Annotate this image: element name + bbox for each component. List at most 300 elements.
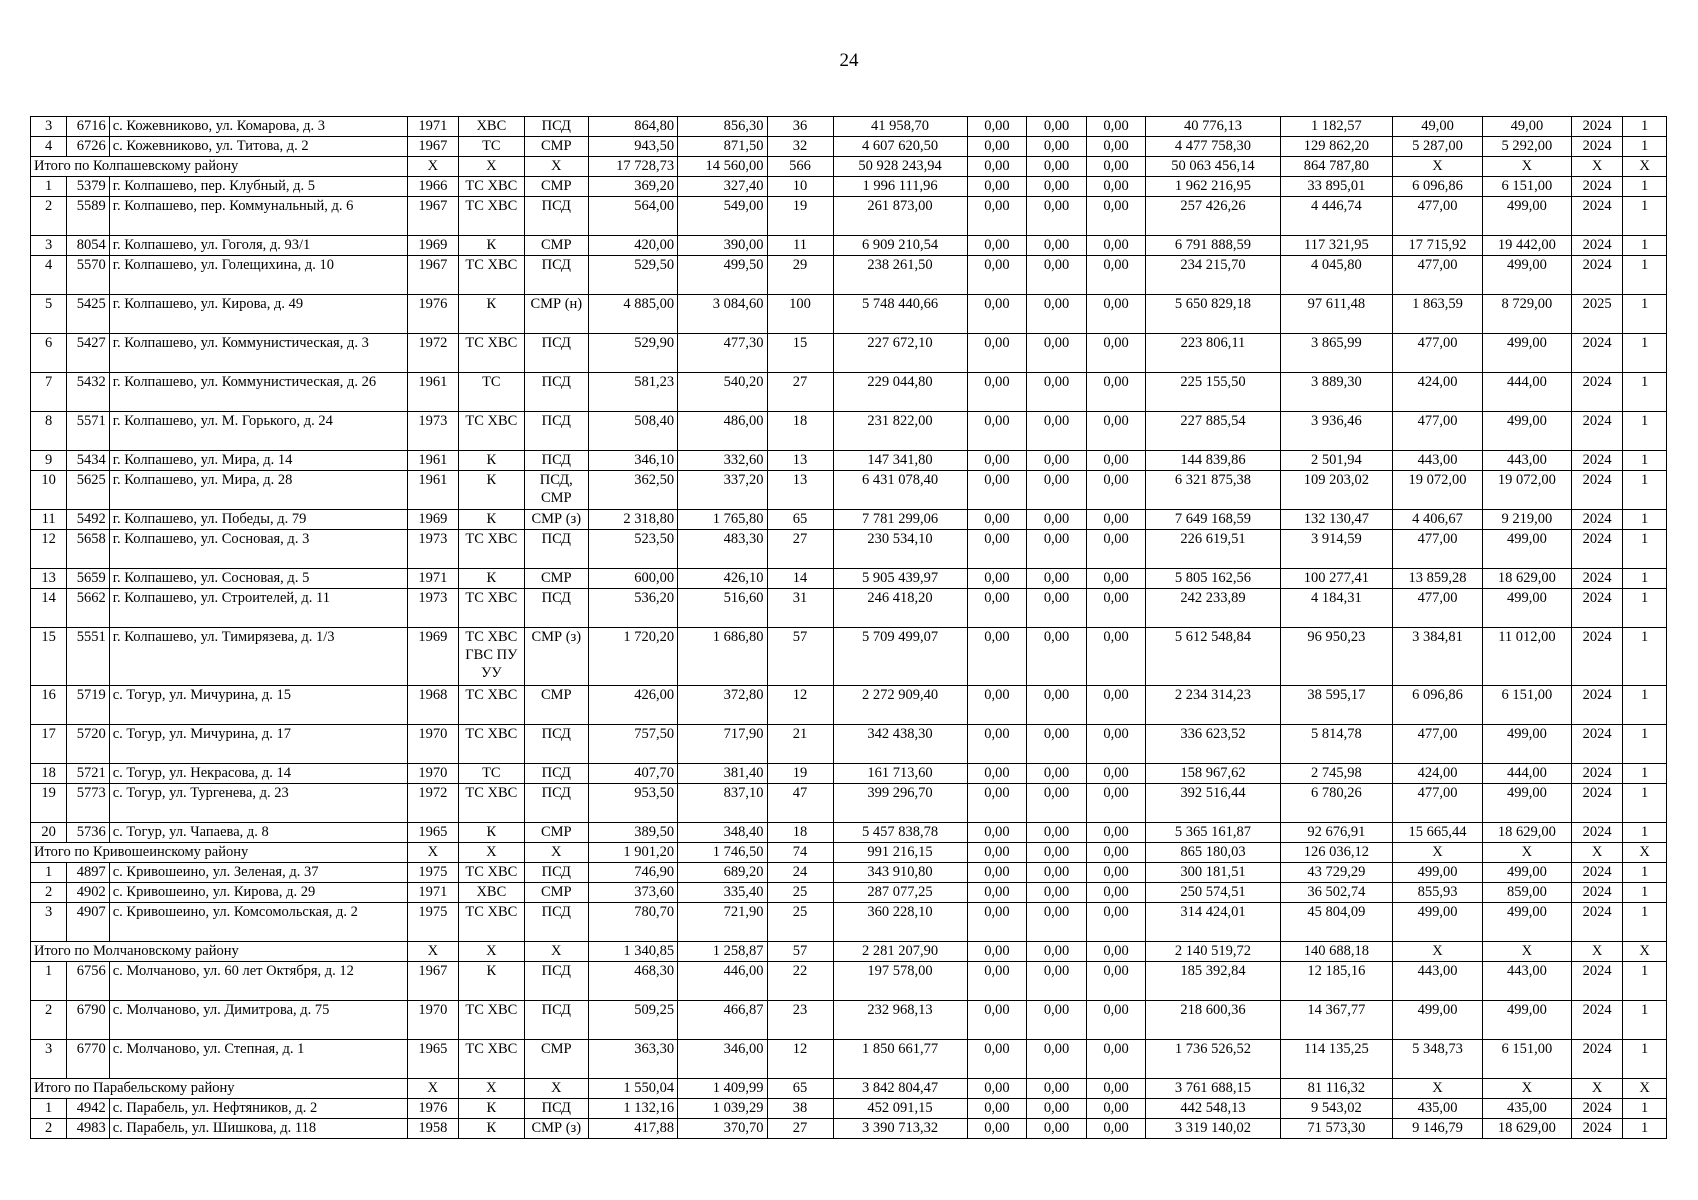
cell-residents: 14 <box>767 569 833 589</box>
table-row <box>31 451 1667 471</box>
cell-total-cost: 6 909 210,54 <box>833 236 967 256</box>
cell-address: с. Парабель, ул. Шишкова, д. 118 <box>109 1119 407 1139</box>
cell-living-area: 3 084,60 <box>678 295 767 334</box>
cell-work-stage: ПСД <box>524 903 588 942</box>
cell-max-unit-cost: X <box>1482 942 1571 962</box>
cell-flag: 1 <box>1623 1001 1667 1040</box>
cell-total-cost: 3 842 804,47 <box>833 1079 967 1099</box>
cell-year: 2024 <box>1572 373 1623 412</box>
cell-work-type: X <box>458 157 524 177</box>
cell-living-area: 335,40 <box>678 883 767 903</box>
cell-cost-regional: 0,00 <box>1027 256 1087 295</box>
cell-cost-federal: 0,00 <box>967 236 1027 256</box>
cell-row-number: 4 <box>31 256 67 295</box>
cell-row-number: 3 <box>31 1040 67 1079</box>
cell-total-area: 2 318,80 <box>588 510 677 530</box>
cell-row-number: 16 <box>31 686 67 725</box>
cell-max-unit-cost: 19 442,00 <box>1482 236 1571 256</box>
cell-cost-owners: 109 203,02 <box>1280 471 1393 510</box>
cell-unit-cost: 477,00 <box>1393 197 1482 236</box>
cell-cost-fund: 300 181,51 <box>1146 863 1280 883</box>
cell-cost-owners: 126 036,12 <box>1280 843 1393 863</box>
table-row <box>31 1099 1667 1119</box>
cell-cost-local: 0,00 <box>1086 589 1146 628</box>
cell-cost-owners: 4 446,74 <box>1280 197 1393 236</box>
cell-address: с. Тогур, ул. Тургенева, д. 23 <box>109 784 407 823</box>
cell-work-stage: ПСД <box>524 334 588 373</box>
cell-living-area: 486,00 <box>678 412 767 451</box>
cell-residents: 15 <box>767 334 833 373</box>
cell-living-area: 1 765,80 <box>678 510 767 530</box>
cell-work-type: ТС ХВС <box>458 725 524 764</box>
cell-build-year: 1970 <box>407 725 458 764</box>
cell-total-cost: 399 296,70 <box>833 784 967 823</box>
cell-build-year: 1967 <box>407 197 458 236</box>
cell-build-year: 1976 <box>407 1099 458 1119</box>
table-row <box>31 784 1667 823</box>
cell-work-type: ТС ХВС <box>458 1001 524 1040</box>
cell-cost-local: 0,00 <box>1086 942 1146 962</box>
cell-year: 2024 <box>1572 863 1623 883</box>
cell-cost-owners: 45 804,09 <box>1280 903 1393 942</box>
cell-unit-cost: 1 863,59 <box>1393 295 1482 334</box>
table-row <box>31 883 1667 903</box>
cell-total-cost: 5 457 838,78 <box>833 823 967 843</box>
cell-work-type: ТС <box>458 137 524 157</box>
cell-total-area: 373,60 <box>588 883 677 903</box>
cell-address: г. Колпашево, ул. Тимирязева, д. 1/3 <box>109 628 407 686</box>
cell-cost-fund: 227 885,54 <box>1146 412 1280 451</box>
cell-year: 2024 <box>1572 510 1623 530</box>
cell-unit-cost: 477,00 <box>1393 725 1482 764</box>
cell-build-year: 1970 <box>407 1001 458 1040</box>
cell-flag: 1 <box>1623 1119 1667 1139</box>
cell-work-stage: СМР <box>524 236 588 256</box>
cell-residents: 21 <box>767 725 833 764</box>
cell-total-area: 529,50 <box>588 256 677 295</box>
cell-cost-federal: 0,00 <box>967 569 1027 589</box>
cell-work-type: X <box>458 942 524 962</box>
cell-cost-regional: 0,00 <box>1027 1040 1087 1079</box>
cell-unit-cost: 443,00 <box>1393 962 1482 1001</box>
cell-living-area: 1 039,29 <box>678 1099 767 1119</box>
cell-residents: 65 <box>767 1079 833 1099</box>
cell-total-cost: 5 748 440,66 <box>833 295 967 334</box>
cell-cost-regional: 0,00 <box>1027 1119 1087 1139</box>
cell-total-cost: 161 713,60 <box>833 764 967 784</box>
cell-house-id: 4907 <box>67 903 110 942</box>
cell-cost-local: 0,00 <box>1086 1119 1146 1139</box>
cell-work-stage: ПСД <box>524 530 588 569</box>
cell-total-area: 757,50 <box>588 725 677 764</box>
cell-build-year: 1971 <box>407 117 458 137</box>
cell-work-stage: СМР (з) <box>524 628 588 686</box>
cell-cost-local: 0,00 <box>1086 197 1146 236</box>
cell-max-unit-cost: 499,00 <box>1482 197 1571 236</box>
cell-residents: 36 <box>767 117 833 137</box>
cell-total-cost: 197 578,00 <box>833 962 967 1001</box>
cell-max-unit-cost: 9 219,00 <box>1482 510 1571 530</box>
cell-work-stage: ПСД, СМР <box>524 471 588 510</box>
cell-living-area: 381,40 <box>678 764 767 784</box>
cell-row-number: 13 <box>31 569 67 589</box>
cell-cost-owners: 38 595,17 <box>1280 686 1393 725</box>
cell-total-area: 417,88 <box>588 1119 677 1139</box>
table-row <box>31 412 1667 451</box>
cell-total-cost: 41 958,70 <box>833 117 967 137</box>
cell-residents: 13 <box>767 451 833 471</box>
cell-house-id: 5425 <box>67 295 110 334</box>
cell-total-cost: 4 607 620,50 <box>833 137 967 157</box>
cell-flag: 1 <box>1623 1099 1667 1119</box>
cell-flag: 1 <box>1623 569 1667 589</box>
cell-house-id: 4942 <box>67 1099 110 1119</box>
cell-flag: 1 <box>1623 256 1667 295</box>
cell-residents: 27 <box>767 530 833 569</box>
cell-address: с. Кожевниково, ул. Комарова, д. 3 <box>109 117 407 137</box>
cell-row-number: 11 <box>31 510 67 530</box>
cell-house-id: 6726 <box>67 137 110 157</box>
cell-row-number: 3 <box>31 236 67 256</box>
cell-build-year: 1973 <box>407 530 458 569</box>
cell-max-unit-cost: 499,00 <box>1482 1001 1571 1040</box>
cell-flag: 1 <box>1623 334 1667 373</box>
cell-cost-regional: 0,00 <box>1027 471 1087 510</box>
cell-cost-regional: 0,00 <box>1027 157 1087 177</box>
cell-total-area: 426,00 <box>588 686 677 725</box>
cell-house-id: 5492 <box>67 510 110 530</box>
cell-year: X <box>1572 1079 1623 1099</box>
cell-cost-federal: 0,00 <box>967 589 1027 628</box>
cell-residents: 18 <box>767 412 833 451</box>
cell-total-cost: 452 091,15 <box>833 1099 967 1119</box>
cell-flag: 1 <box>1623 962 1667 1001</box>
cell-unit-cost: X <box>1393 942 1482 962</box>
cell-work-stage: СМР <box>524 883 588 903</box>
cell-cost-owners: 71 573,30 <box>1280 1119 1393 1139</box>
cell-unit-cost: 477,00 <box>1393 530 1482 569</box>
cell-build-year: 1971 <box>407 883 458 903</box>
cell-build-year: X <box>407 157 458 177</box>
cell-flag: 1 <box>1623 530 1667 569</box>
cell-cost-fund: 4 477 758,30 <box>1146 137 1280 157</box>
cell-residents: 23 <box>767 1001 833 1040</box>
cell-cost-owners: 3 865,99 <box>1280 334 1393 373</box>
cell-living-area: 717,90 <box>678 725 767 764</box>
cell-max-unit-cost: 444,00 <box>1482 373 1571 412</box>
cell-residents: 57 <box>767 628 833 686</box>
cell-living-area: 837,10 <box>678 784 767 823</box>
cell-year: 2024 <box>1572 137 1623 157</box>
cell-row-number: 1 <box>31 1099 67 1119</box>
cell-residents: 100 <box>767 295 833 334</box>
cell-cost-fund: 250 574,51 <box>1146 883 1280 903</box>
cell-year: 2024 <box>1572 1040 1623 1079</box>
cell-unit-cost: 3 384,81 <box>1393 628 1482 686</box>
cell-house-id: 5773 <box>67 784 110 823</box>
cell-address: г. Колпашево, ул. Голещихина, д. 10 <box>109 256 407 295</box>
cell-build-year: 1973 <box>407 412 458 451</box>
cell-residents: 47 <box>767 784 833 823</box>
cell-total-area: 369,20 <box>588 177 677 197</box>
cell-total-label: Итого по Парабельскому району <box>31 1079 408 1099</box>
cell-cost-fund: 158 967,62 <box>1146 764 1280 784</box>
cell-work-stage: ПСД <box>524 764 588 784</box>
cell-residents: 13 <box>767 471 833 510</box>
cell-build-year: 1958 <box>407 1119 458 1139</box>
cell-cost-fund: 257 426,26 <box>1146 197 1280 236</box>
cell-cost-local: 0,00 <box>1086 725 1146 764</box>
cell-total-label: Итого по Молчановскому району <box>31 942 408 962</box>
cell-work-type: К <box>458 1119 524 1139</box>
cell-cost-fund: 40 776,13 <box>1146 117 1280 137</box>
cell-house-id: 8054 <box>67 236 110 256</box>
cell-year: 2024 <box>1572 903 1623 942</box>
cell-house-id: 5434 <box>67 451 110 471</box>
cell-address: с. Кривошеино, ул. Зеленая, д. 37 <box>109 863 407 883</box>
cell-year: 2024 <box>1572 177 1623 197</box>
cell-cost-local: 0,00 <box>1086 1099 1146 1119</box>
cell-residents: 18 <box>767 823 833 843</box>
cell-max-unit-cost: 499,00 <box>1482 903 1571 942</box>
cell-cost-fund: 6 321 875,38 <box>1146 471 1280 510</box>
cell-unit-cost: 5 287,00 <box>1393 137 1482 157</box>
cell-year: X <box>1572 942 1623 962</box>
cell-cost-regional: 0,00 <box>1027 962 1087 1001</box>
cell-cost-owners: 3 914,59 <box>1280 530 1393 569</box>
cell-max-unit-cost: 18 629,00 <box>1482 823 1571 843</box>
cell-work-stage: ПСД <box>524 725 588 764</box>
cell-residents: 31 <box>767 589 833 628</box>
cell-cost-local: 0,00 <box>1086 863 1146 883</box>
table-row <box>31 295 1667 334</box>
cell-year: 2024 <box>1572 1119 1623 1139</box>
cell-address: г. Колпашево, ул. Мира, д. 14 <box>109 451 407 471</box>
cell-cost-local: 0,00 <box>1086 962 1146 1001</box>
cell-cost-owners: 9 543,02 <box>1280 1099 1393 1119</box>
cell-flag: 1 <box>1623 725 1667 764</box>
cell-cost-regional: 0,00 <box>1027 942 1087 962</box>
cell-living-area: 540,20 <box>678 373 767 412</box>
cell-cost-owners: 864 787,80 <box>1280 157 1393 177</box>
cell-work-stage: X <box>524 157 588 177</box>
cell-address: г. Колпашево, ул. Строителей, д. 11 <box>109 589 407 628</box>
cell-unit-cost: 6 096,86 <box>1393 686 1482 725</box>
cell-total-cost: 342 438,30 <box>833 725 967 764</box>
cell-work-stage: ПСД <box>524 589 588 628</box>
cell-work-type: ТС ХВС <box>458 412 524 451</box>
cell-row-number: 3 <box>31 903 67 942</box>
table-row <box>31 686 1667 725</box>
cell-year: 2024 <box>1572 883 1623 903</box>
cell-work-stage: СМР (з) <box>524 510 588 530</box>
cell-total-area: 600,00 <box>588 569 677 589</box>
cell-unit-cost: 477,00 <box>1393 256 1482 295</box>
cell-cost-local: 0,00 <box>1086 883 1146 903</box>
cell-cost-local: 0,00 <box>1086 530 1146 569</box>
cell-build-year: 1969 <box>407 628 458 686</box>
cell-living-area: 327,40 <box>678 177 767 197</box>
cell-house-id: 6716 <box>67 117 110 137</box>
cell-cost-fund: 185 392,84 <box>1146 962 1280 1001</box>
cell-build-year: 1973 <box>407 589 458 628</box>
cell-cost-local: 0,00 <box>1086 1001 1146 1040</box>
cell-cost-local: 0,00 <box>1086 236 1146 256</box>
cell-cost-local: 0,00 <box>1086 451 1146 471</box>
cell-address: с. Тогур, ул. Мичурина, д. 17 <box>109 725 407 764</box>
cell-max-unit-cost: 18 629,00 <box>1482 569 1571 589</box>
cell-cost-federal: 0,00 <box>967 117 1027 137</box>
cell-cost-owners: 4 045,80 <box>1280 256 1393 295</box>
cell-cost-owners: 12 185,16 <box>1280 962 1393 1001</box>
cell-cost-federal: 0,00 <box>967 1001 1027 1040</box>
table-row <box>31 962 1667 1001</box>
cell-cost-fund: 314 424,01 <box>1146 903 1280 942</box>
cell-work-stage: СМР <box>524 569 588 589</box>
cell-residents: 12 <box>767 1040 833 1079</box>
cell-max-unit-cost: 435,00 <box>1482 1099 1571 1119</box>
table-row <box>31 1119 1667 1139</box>
cell-work-stage: X <box>524 942 588 962</box>
table-row <box>31 725 1667 764</box>
program-table <box>30 116 1667 1139</box>
cell-work-stage: ПСД <box>524 1099 588 1119</box>
cell-living-area: 1 409,99 <box>678 1079 767 1099</box>
cell-build-year: 1972 <box>407 334 458 373</box>
cell-row-number: 20 <box>31 823 67 843</box>
cell-house-id: 5736 <box>67 823 110 843</box>
cell-flag: 1 <box>1623 451 1667 471</box>
cell-residents: 25 <box>767 903 833 942</box>
cell-cost-regional: 0,00 <box>1027 843 1087 863</box>
cell-house-id: 5719 <box>67 686 110 725</box>
cell-cost-regional: 0,00 <box>1027 530 1087 569</box>
cell-unit-cost: 9 146,79 <box>1393 1119 1482 1139</box>
cell-address: с. Молчаново, ул. 60 лет Октября, д. 12 <box>109 962 407 1001</box>
cell-living-area: 721,90 <box>678 903 767 942</box>
cell-house-id: 5571 <box>67 412 110 451</box>
table-row <box>31 1001 1667 1040</box>
cell-residents: 10 <box>767 177 833 197</box>
cell-cost-fund: 242 233,89 <box>1146 589 1280 628</box>
cell-flag: X <box>1623 843 1667 863</box>
cell-max-unit-cost: 18 629,00 <box>1482 1119 1571 1139</box>
cell-residents: 11 <box>767 236 833 256</box>
cell-cost-owners: 114 135,25 <box>1280 1040 1393 1079</box>
cell-cost-owners: 100 277,41 <box>1280 569 1393 589</box>
cell-total-cost: 231 822,00 <box>833 412 967 451</box>
cell-total-cost: 227 672,10 <box>833 334 967 373</box>
cell-cost-regional: 0,00 <box>1027 628 1087 686</box>
cell-work-type: К <box>458 295 524 334</box>
cell-cost-fund: 144 839,86 <box>1146 451 1280 471</box>
cell-work-type: ТС ХВС <box>458 589 524 628</box>
cell-cost-fund: 336 623,52 <box>1146 725 1280 764</box>
table-row <box>31 903 1667 942</box>
cell-unit-cost: 5 348,73 <box>1393 1040 1482 1079</box>
cell-build-year: 1976 <box>407 295 458 334</box>
cell-cost-fund: 226 619,51 <box>1146 530 1280 569</box>
cell-residents: 27 <box>767 373 833 412</box>
cell-flag: 1 <box>1623 373 1667 412</box>
cell-max-unit-cost: 444,00 <box>1482 764 1571 784</box>
cell-living-area: 348,40 <box>678 823 767 843</box>
cell-cost-owners: 132 130,47 <box>1280 510 1393 530</box>
cell-work-type: ТС ХВС <box>458 863 524 883</box>
cell-cost-fund: 223 806,11 <box>1146 334 1280 373</box>
cell-flag: 1 <box>1623 823 1667 843</box>
cell-year: 2024 <box>1572 962 1623 1001</box>
cell-work-type: ТС <box>458 373 524 412</box>
cell-unit-cost: 477,00 <box>1393 412 1482 451</box>
cell-work-type: ТС ХВС <box>458 177 524 197</box>
cell-living-area: 466,87 <box>678 1001 767 1040</box>
cell-cost-fund: 6 791 888,59 <box>1146 236 1280 256</box>
cell-unit-cost: 17 715,92 <box>1393 236 1482 256</box>
cell-house-id: 4897 <box>67 863 110 883</box>
cell-total-area: 943,50 <box>588 137 677 157</box>
cell-address: г. Колпашево, пер. Клубный, д. 5 <box>109 177 407 197</box>
cell-build-year: 1967 <box>407 962 458 1001</box>
cell-living-area: 346,00 <box>678 1040 767 1079</box>
cell-flag: 1 <box>1623 784 1667 823</box>
cell-max-unit-cost: 19 072,00 <box>1482 471 1571 510</box>
cell-address: г. Колпашево, ул. Коммунистическая, д. 26 <box>109 373 407 412</box>
cell-living-area: 332,60 <box>678 451 767 471</box>
cell-row-number: 4 <box>31 137 67 157</box>
cell-max-unit-cost: X <box>1482 157 1571 177</box>
cell-total-cost: 5 905 439,97 <box>833 569 967 589</box>
table-row <box>31 197 1667 236</box>
cell-cost-federal: 0,00 <box>967 295 1027 334</box>
cell-house-id: 6756 <box>67 962 110 1001</box>
cell-flag: 1 <box>1623 295 1667 334</box>
cell-unit-cost: 49,00 <box>1393 117 1482 137</box>
cell-build-year: 1961 <box>407 373 458 412</box>
cell-work-type: ТС ХВС <box>458 530 524 569</box>
cell-total-cost: 2 272 909,40 <box>833 686 967 725</box>
table-row <box>31 1040 1667 1079</box>
cell-max-unit-cost: 5 292,00 <box>1482 137 1571 157</box>
cell-cost-owners: 43 729,29 <box>1280 863 1393 883</box>
cell-build-year: X <box>407 942 458 962</box>
cell-unit-cost: 13 859,28 <box>1393 569 1482 589</box>
cell-year: X <box>1572 157 1623 177</box>
cell-residents: 38 <box>767 1099 833 1119</box>
cell-total-cost: 147 341,80 <box>833 451 967 471</box>
cell-flag: 1 <box>1623 177 1667 197</box>
cell-cost-regional: 0,00 <box>1027 197 1087 236</box>
cell-max-unit-cost: 8 729,00 <box>1482 295 1571 334</box>
cell-residents: 32 <box>767 137 833 157</box>
table-row <box>31 471 1667 510</box>
cell-max-unit-cost: 6 151,00 <box>1482 686 1571 725</box>
cell-living-area: 689,20 <box>678 863 767 883</box>
cell-unit-cost: 477,00 <box>1393 589 1482 628</box>
cell-cost-regional: 0,00 <box>1027 725 1087 764</box>
cell-total-area: 407,70 <box>588 764 677 784</box>
cell-address: с. Тогур, ул. Чапаева, д. 8 <box>109 823 407 843</box>
table-row <box>31 256 1667 295</box>
cell-build-year: 1961 <box>407 451 458 471</box>
cell-cost-federal: 0,00 <box>967 784 1027 823</box>
cell-cost-owners: 1 182,57 <box>1280 117 1393 137</box>
cell-cost-owners: 3 936,46 <box>1280 412 1393 451</box>
cell-cost-owners: 5 814,78 <box>1280 725 1393 764</box>
cell-work-stage: ПСД <box>524 451 588 471</box>
cell-cost-owners: 2 745,98 <box>1280 764 1393 784</box>
cell-living-area: 871,50 <box>678 137 767 157</box>
